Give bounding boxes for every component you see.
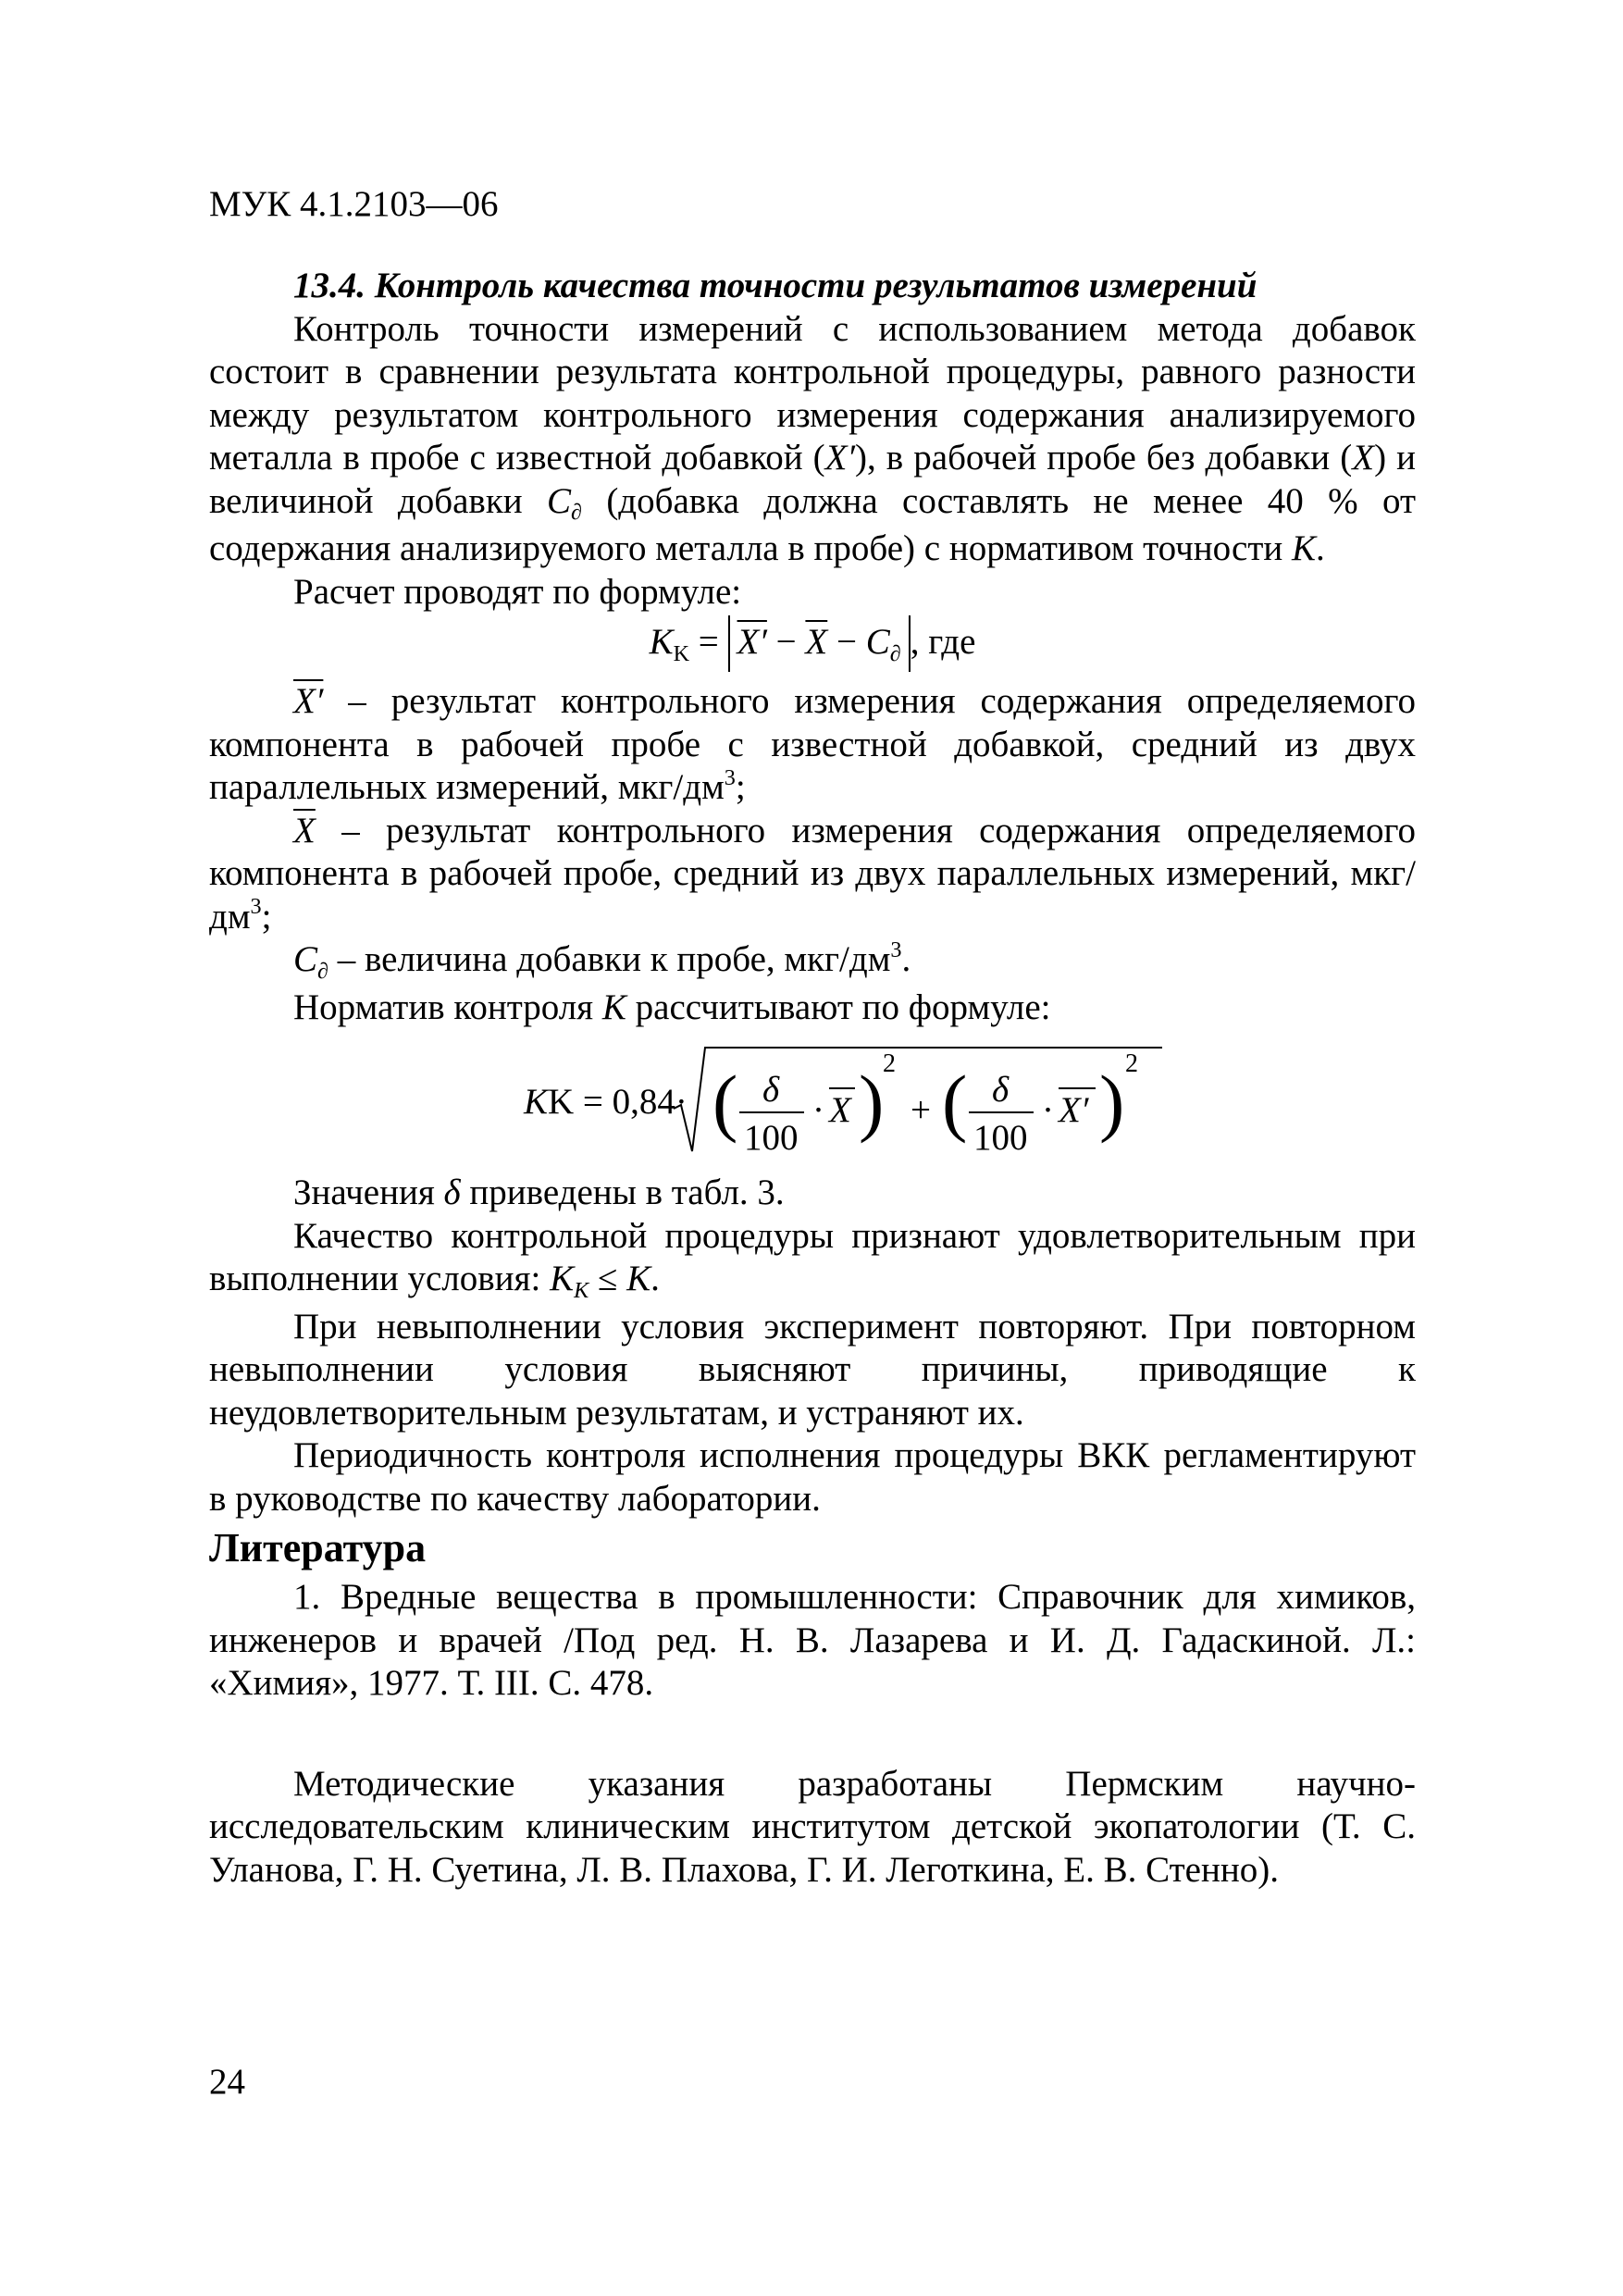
- literature-title: Литература: [209, 1525, 427, 1570]
- formula-kk-lhs: K: [649, 622, 674, 662]
- formula-k-delta-2: δ: [992, 1070, 1010, 1110]
- quality-kk-sub: K: [574, 1277, 589, 1303]
- formula-k-lhs: KK = 0,84·: [524, 1082, 688, 1122]
- calc-intro: Расчет проводят по формуле:: [293, 571, 742, 612]
- formula-kk-abs: [728, 615, 911, 672]
- formula-k-dot-2: ·: [1042, 1090, 1054, 1130]
- formula-k-hundred-1: 100: [744, 1118, 799, 1158]
- formula-k-svg: [514, 1035, 1162, 1162]
- literature-item: 1. Вредные вещества в промышленности: Справочник для химиков, инженеров и врачей /Под ред. Н. В. Лазарева и И. Д. Гадаскиной. Л.: «Химия», 1977. Т. III. С. 478.: [209, 1577, 1416, 1703]
- quality-kk: K: [550, 1259, 575, 1298]
- intro-text-e: .: [1316, 528, 1325, 568]
- formula-kk-suffix: , где: [910, 622, 976, 662]
- unit-superscript: 3: [890, 937, 902, 962]
- right-paren-2: ): [1099, 1060, 1125, 1144]
- definition-x-prime: [209, 680, 1416, 810]
- period-paragraph: Периодичность контроля исполнения процедуры ВКК регламентируют в руководстве по качеству лаборатории.: [209, 1435, 1416, 1519]
- quality-end: .: [650, 1259, 660, 1298]
- formula-k-delta-1: δ: [762, 1070, 780, 1110]
- quality-op: ≤: [588, 1259, 627, 1298]
- formula-k-hundred-2: 100: [973, 1118, 1028, 1158]
- definition-x: [209, 810, 1416, 939]
- right-paren-1: ): [859, 1060, 885, 1144]
- definition-symbol: C: [293, 939, 318, 979]
- section-heading: 13.4. Контроль качества точности результатов измерений: [293, 266, 1258, 305]
- formula-k-pow-1: 2: [883, 1049, 896, 1078]
- symbol-c-subscript: ∂: [571, 500, 582, 526]
- content-column: [209, 265, 1416, 1892]
- symbol-x-prime: X′: [824, 438, 855, 478]
- formula-kk-minus2: −: [827, 622, 866, 662]
- values-paragraph: [209, 1172, 1416, 1215]
- definition-symbol: $\overline{X}$: [293, 810, 316, 850]
- definition-end: ;: [735, 767, 746, 807]
- unit-superscript: 3: [724, 764, 736, 790]
- intro-text-c: ) и величиной добавки: [209, 438, 1416, 521]
- norm-symbol-k: K: [601, 987, 626, 1027]
- credits-paragraph: Методические указания разработаны Пермским научно-исследовательским клиническим институтом детской экопатологии (Т. С. Уланова, Г. Н. Суетина, Л. В. Плахова, Г. И. Леготкина, Е. В. Стенно).: [209, 1763, 1416, 1890]
- definition-end: ;: [261, 896, 272, 937]
- definition-c: [209, 938, 1416, 987]
- page-number: 24: [209, 2062, 245, 2102]
- norm-intro: [209, 987, 1416, 1030]
- document-code: МУК 4.1.2103—06: [209, 184, 499, 224]
- formula-k: [209, 1035, 1416, 1162]
- values-delta: δ: [443, 1173, 461, 1212]
- intro-text-d: (добавка должна составлять не менее 40 % от содержания анализируемого металла в пробе) с нормативом точности: [209, 480, 1416, 568]
- symbol-x: X: [1352, 438, 1375, 478]
- definition-symbol: X′: [293, 681, 324, 721]
- formula-k-pow-2: 2: [1125, 1049, 1138, 1078]
- definition-text: – результат контрольного измерения содержания определяемого компонента в рабочей пробе с известной добавкой, средний из двух параллельных измерений, мкг/дм: [209, 681, 1416, 807]
- definition-text: – результат контрольного измерения содержания определяемого компонента в рабочей пробе, средний из двух параллельных измерений, мкг/дм: [209, 810, 1416, 937]
- values-text-a: Значения: [293, 1173, 444, 1212]
- values-text-b: приведены в табл. 3.: [460, 1173, 785, 1212]
- left-paren-1: (: [712, 1060, 738, 1144]
- formula-k-lhs-rest: K = 0,84·: [548, 1082, 688, 1122]
- symbol-c: C: [547, 480, 572, 521]
- symbol-k: K: [1292, 528, 1317, 568]
- quality-k: K: [626, 1259, 651, 1298]
- formula-k-x: X: [829, 1090, 851, 1130]
- formula-kk-eq: =: [689, 622, 728, 662]
- quality-text: Качество контрольной процедуры признают удовлетворительным при выполнении условия:: [209, 1215, 1416, 1298]
- definition-symbol-sub: ∂: [317, 958, 328, 984]
- formula-kk-minus1: −: [766, 622, 806, 662]
- unit-superscript: 3: [250, 894, 262, 920]
- formula-kk-term2: $\overline{X}$: [805, 622, 828, 662]
- formula-k-dot-1: ·: [812, 1090, 824, 1130]
- formula-k-plus: +: [911, 1090, 931, 1130]
- formula-kk-term1: X′: [737, 622, 767, 662]
- norm-text-b: рассчитывают по формуле:: [626, 987, 1051, 1027]
- intro-paragraph: [209, 308, 1416, 571]
- formula-kk-term3-sub: ∂: [889, 640, 901, 666]
- spacer: [209, 1706, 1416, 1763]
- intro-text-a: Контроль точности измерений с использованием метода добавок состоит в сравнении результата контрольной процедуры, равного разности между результатом контрольного измерения содержания анализируемого металла в пробе с известной добавкой (: [209, 308, 1416, 478]
- definition-text: – величина добавки к пробе, мкг/дм: [328, 939, 891, 979]
- formula-k-x-prime: X′: [1059, 1090, 1089, 1130]
- formula-kk: [209, 615, 1416, 676]
- definition-end: .: [901, 939, 911, 979]
- repeat-paragraph: При невыполнении условия эксперимент повторяют. При повторном невыполнении условия выясняют причины, приводящие к неудовлетворительным результатам, и устраняют их.: [209, 1306, 1416, 1433]
- intro-text-b: ), в рабочей пробе без добавки (: [854, 438, 1353, 478]
- formula-kk-term3: C: [865, 622, 890, 662]
- formula-kk-lhs-sub: K: [673, 640, 690, 666]
- quality-paragraph: [209, 1215, 1416, 1306]
- left-paren-2: (: [942, 1060, 968, 1144]
- norm-text-a: Норматив контроля: [293, 987, 602, 1027]
